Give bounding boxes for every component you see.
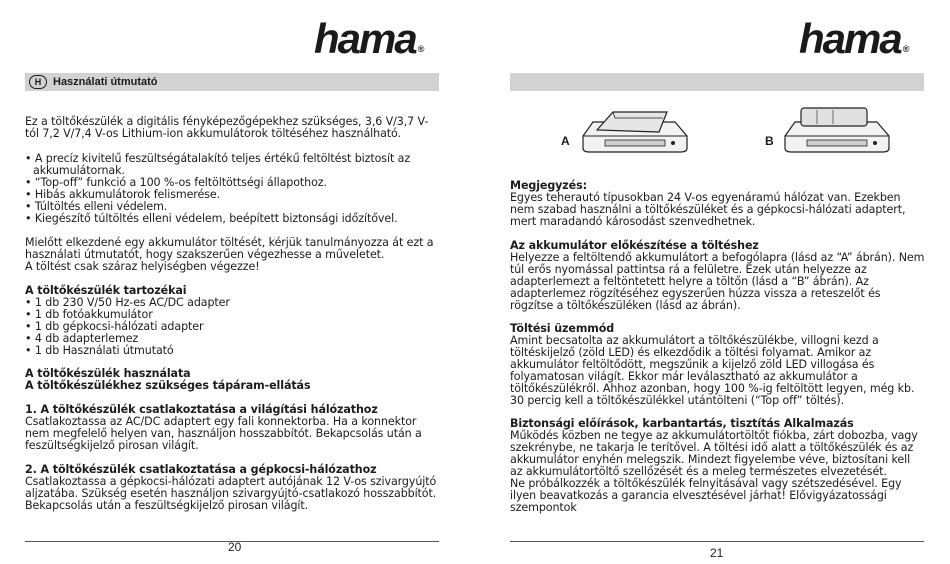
hama-logo: hama ® xyxy=(799,15,910,62)
feature-item: • Túltöltés elleni védelem. xyxy=(25,201,440,213)
note-section xyxy=(510,180,925,228)
preparation-text: Helyezze a feltöltendő akkumulátort a befogólapra (lásd az “A” ábrán). Nem túl erős nyomással pattintsa rá a felületre. Ezek után helyezze az adapterlemezt a feltöntetett helyre a töltőn (lásd a “B” ábrán). Az adapterlemez rögzítéséhez egyszerűen húzza vissza a reteszelőt és rögzítse a töltőkészüléken (lásd az ábrán). xyxy=(510,251,925,312)
language-badge: H xyxy=(29,75,47,89)
safety-section xyxy=(510,418,925,514)
intro-paragraph: Ez a töltőkészülék a digitális fényképezőgépekhez szükséges, 3,6 V/3,7 V-tól 7,2 V/7,4 V-os Lithium-ion akkumulátorok töltéséhez használható. xyxy=(25,115,429,140)
accessory-item: • 1 db gépkocsi-hálózati adapter xyxy=(25,321,440,333)
feature-item: • Kiegészítő túltöltés elleni védelem, beépített biztonsági időzítővel. xyxy=(25,213,440,225)
feature-item: • Hibás akkumulátorok felismerése. xyxy=(25,189,440,201)
footer-divider xyxy=(510,541,924,542)
section-1-heading: 1. A töltőkészülék csatlakoztatása a világítási hálózathoz xyxy=(25,403,378,416)
figure-b-label: B xyxy=(765,134,774,148)
hama-logo: hama ® xyxy=(314,15,425,62)
section-2 xyxy=(25,464,440,512)
charger-illustration-b xyxy=(777,104,897,158)
accessory-item: • 1 db Használati útmutató xyxy=(25,345,440,357)
right-page xyxy=(475,0,950,564)
instructions-paragraph: Mielőtt elkezdené egy akkumulátor töltését, kérjük tanulmányozza át ezt a használati útmutatót, hogy szakszerűen végezhesse a műveletet. A töltést csak száraz helyiségben végezze! xyxy=(25,236,434,273)
section-1-text: Csatlakoztassa az AC/DC adaptert egy fali konnektorba. Ha a konnektor nem megfelelő helyen van, használjon hosszabbítót. Bekapcsolás után a feszültségkijelző pirosan világít. xyxy=(25,415,422,452)
preparation-section xyxy=(510,240,925,312)
page-title: Használati útmutató xyxy=(53,76,158,88)
charging-text: Amint becsatolta az akkumulátort a töltőkészülékbe, villogni kezd a töltéskijelző (zöld LED) és elkezdődik a töltési folyamat. Amikor az akkumulátor feltöltődött, megszűnik a kijelző zöld LED villogása és folyamatosan világít. Ekkor már leválasztható az akkumulátor a töltőkészülékről. Ahhoz azonban, hogy 100 %-ig feltöltött legyen, még kb. 30 percig kell a töltőkészülékkel utántölteni (“Top off” töltés). xyxy=(510,334,915,407)
figure-a-label: A xyxy=(561,134,570,148)
charging-heading: Töltési üzemmód xyxy=(510,322,615,335)
page-number: 20 xyxy=(228,540,242,554)
feature-item: • “Top-off” funkció a 100 %-os feltöltöttségi állapothoz. xyxy=(25,177,440,189)
safety-heading: Biztonsági előírások, karbantartás, tisztítás Alkalmazás xyxy=(510,417,854,430)
page-number: 21 xyxy=(710,546,724,560)
section-header-bar xyxy=(510,73,924,91)
accessory-item: • 1 db fotóakkumulátor xyxy=(25,309,440,321)
section-header-bar xyxy=(25,73,439,91)
section-2-heading: 2. A töltőkészülék csatlakoztatása a gépkocsi-hálózathoz xyxy=(25,463,377,476)
accessory-item: • 1 db 230 V/50 Hz-es AC/DC adapter xyxy=(25,297,440,309)
feature-item: • A precíz kivitelű feszültségátalakító teljes értékű feltöltést biztosít az akkumulátornak. xyxy=(25,153,440,177)
preparation-heading: Az akkumulátor előkészítése a töltéshez xyxy=(510,239,759,252)
feature-list xyxy=(25,153,440,225)
safety-text-1: Működés közben ne tegye az akkumulátortöltőt fiókba, zárt dobozba, vagy szekrénybe, ne takarja le terítővel. A töltési idő alatt a töltőkészülék és az akkumulátor enyhén melegszik. Mindezt figyelembe véve, biztosítani kell az akkumulátortöltő szellőzését és a meleg természetes elvezetését. xyxy=(510,429,918,478)
charger-illustration-a xyxy=(575,108,695,158)
note-text: Egyes teherautó típusokban 24 V-os egyenáramú hálózat van. Ezekben nem szabad használni a töltőkészüléket és a gépkocsi-hálózati adaptert, mert maradandó károsodást szenvedhetnek. xyxy=(510,191,906,228)
charging-section xyxy=(510,323,925,407)
accessories-section xyxy=(25,285,440,357)
usage-headings: A töltőkészülék használata A töltőkészülékhez szükséges tápáram-ellátás xyxy=(25,367,311,392)
accessories-heading: A töltőkészülék tartozékai xyxy=(25,284,187,297)
section-2-text: Csatlakoztassa a gépkocsi-hálózati adaptert autójának 12 V-os szivargyújtó aljzatába. Szükség esetén használjon szivargyújtó-csatlakozó hosszabbítót. Bekapcsolás után a feszültségkijelző pirosan világít. xyxy=(25,475,437,512)
accessory-item: • 4 db adapterlemez xyxy=(25,333,440,345)
note-heading: Megjegyzés: xyxy=(510,179,587,192)
safety-text-2: Ne próbálkozzék a töltőkészülék felnyitásával vagy szétszedésével. Egy ilyen beavatkozás a garancia elvesztésével járhat! Elővigyázatossági szempontok xyxy=(510,477,902,514)
section-1 xyxy=(25,404,440,452)
